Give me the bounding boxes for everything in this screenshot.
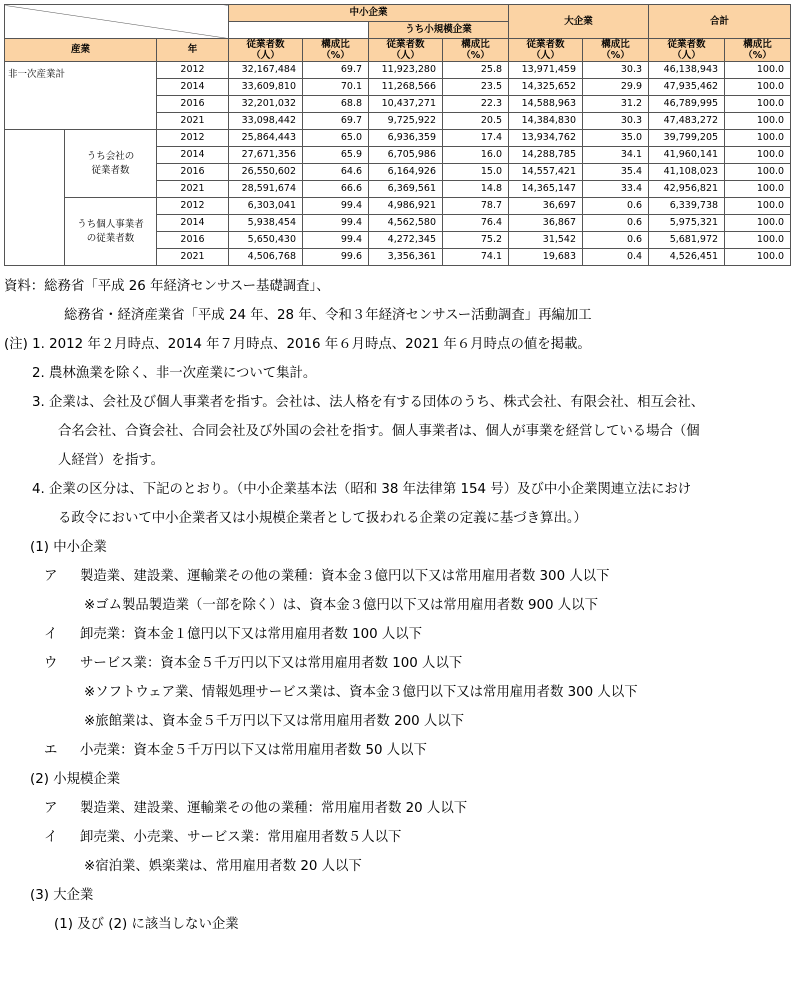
ratio-cell: 69.7 <box>303 62 369 79</box>
sme-item-a-note: ※ゴム製品製造業（一部を除く）は、資本金３億円以下又は常用雇用者数 900 人以下 <box>84 598 598 613</box>
ratio-cell: 16.0 <box>443 147 509 164</box>
year-cell: 2021 <box>157 181 229 198</box>
employees-cell: 4,272,345 <box>369 232 443 249</box>
header-columns-row <box>5 39 791 62</box>
ratio-cell: 100.0 <box>725 198 791 215</box>
ratio-cell: 65.0 <box>303 130 369 147</box>
employees-cell: 28,591,674 <box>229 181 303 198</box>
employees-cell: 42,956,821 <box>649 181 725 198</box>
employees-cell: 47,935,462 <box>649 79 725 96</box>
ratio-cell: 65.9 <box>303 147 369 164</box>
item-text: サービス業：資本金５千万円以下又は常用雇用者数 100 人以下 <box>80 656 463 671</box>
ratio-cell: 100.0 <box>725 181 791 198</box>
ratio-cell: 30.3 <box>583 62 649 79</box>
header-year: 年 <box>157 39 229 62</box>
ratio-cell: 0.6 <box>583 232 649 249</box>
section-large: (3) 大企業 <box>30 888 94 903</box>
item-text: 小売業：資本金５千万円以下又は常用雇用者数 50 人以下 <box>80 743 427 758</box>
employees-cell: 32,201,032 <box>229 96 303 113</box>
ratio-cell: 100.0 <box>725 113 791 130</box>
table-row <box>5 198 791 215</box>
employees-cell: 4,562,580 <box>369 215 443 232</box>
ratio-cell: 70.1 <box>303 79 369 96</box>
ratio-cell: 100.0 <box>725 232 791 249</box>
employees-cell: 14,557,421 <box>509 164 583 181</box>
ratio-cell: 29.9 <box>583 79 649 96</box>
item-marker: ウ <box>44 656 58 671</box>
employees-cell: 26,550,602 <box>229 164 303 181</box>
employees-cell: 46,138,943 <box>649 62 725 79</box>
source-line-1: 資料：総務省「平成 26 年経済センサスー基礎調査」、 <box>4 279 330 294</box>
year-cell: 2014 <box>157 79 229 96</box>
ratio-cell: 31.2 <box>583 96 649 113</box>
employees-cell: 41,960,141 <box>649 147 725 164</box>
header-ratio: 構成比 （%） <box>443 39 509 62</box>
note-1: (注) 1. 2012 年２月時点、2014 年７月時点、2016 年６月時点、2021 年６月時点の値を掲載。 <box>4 337 591 352</box>
header-total: 合計 <box>649 5 791 39</box>
employment-table <box>4 4 791 266</box>
group-label: 非一次産業計 <box>5 62 157 130</box>
employees-cell: 6,339,738 <box>649 198 725 215</box>
ratio-cell: 14.8 <box>443 181 509 198</box>
employees-cell: 11,268,566 <box>369 79 443 96</box>
header-employees: 従業者数 （人） <box>649 39 725 62</box>
employees-cell: 32,167,484 <box>229 62 303 79</box>
ratio-cell: 100.0 <box>725 79 791 96</box>
notes <box>4 272 792 939</box>
employees-cell: 6,303,041 <box>229 198 303 215</box>
ratio-cell: 15.0 <box>443 164 509 181</box>
ratio-cell: 100.0 <box>725 96 791 113</box>
item-marker: イ <box>44 627 58 642</box>
employees-cell: 9,725,922 <box>369 113 443 130</box>
sme-item-b <box>4 620 792 649</box>
employees-cell: 27,671,356 <box>229 147 303 164</box>
ratio-cell: 74.1 <box>443 249 509 266</box>
year-cell: 2021 <box>157 113 229 130</box>
note-4-cont: る政令において中小企業者又は小規模企業者として扱われる企業の定義に基づき算出。） <box>58 511 587 526</box>
header-ratio: 構成比 （%） <box>583 39 649 62</box>
sme-item-c <box>4 649 792 678</box>
year-cell: 2016 <box>157 232 229 249</box>
table-row <box>5 62 791 79</box>
header-small: うち小規模企業 <box>369 22 509 39</box>
year-cell: 2014 <box>157 147 229 164</box>
employees-cell: 25,864,443 <box>229 130 303 147</box>
note-3-cont: 合名会社、合資会社、合同会社及び外国の会社を指す。個人事業者は、個人が事業を経営している場合（個 <box>58 424 700 439</box>
item-marker: ア <box>44 569 58 584</box>
employees-cell: 3,356,361 <box>369 249 443 266</box>
employees-cell: 5,975,321 <box>649 215 725 232</box>
ratio-cell: 30.3 <box>583 113 649 130</box>
ratio-cell: 69.7 <box>303 113 369 130</box>
employees-cell: 5,938,454 <box>229 215 303 232</box>
employees-cell: 11,923,280 <box>369 62 443 79</box>
ratio-cell: 76.4 <box>443 215 509 232</box>
ratio-cell: 23.5 <box>443 79 509 96</box>
note-2: 2. 農林漁業を除く、非一次産業について集計。 <box>32 366 317 381</box>
ratio-cell: 100.0 <box>725 164 791 181</box>
employees-cell: 31,542 <box>509 232 583 249</box>
item-text: 製造業、建設業、運輸業その他の業種：資本金３億円以下又は常用雇用者数 300 人以下 <box>80 569 610 584</box>
ratio-cell: 100.0 <box>725 249 791 266</box>
sme-item-a <box>4 562 792 591</box>
ratio-cell: 34.1 <box>583 147 649 164</box>
employees-cell: 13,934,762 <box>509 130 583 147</box>
sme-item-c-note: ※ソフトウェア業、情報処理サービス業は、資本金３億円以下又は常用雇用者数 300 人以下 <box>84 685 638 700</box>
header-large: 大企業 <box>509 5 649 39</box>
note-3: 3. 企業は、会社及び個人事業者を指す。会社は、法人格を有する団体のうち、株式会社、有限会社、相互会社、 <box>32 395 705 410</box>
ratio-cell: 20.5 <box>443 113 509 130</box>
employees-cell: 33,098,442 <box>229 113 303 130</box>
ratio-cell: 100.0 <box>725 62 791 79</box>
ratio-cell: 99.6 <box>303 249 369 266</box>
employees-cell: 36,697 <box>509 198 583 215</box>
ratio-cell: 0.6 <box>583 215 649 232</box>
employees-cell: 14,288,785 <box>509 147 583 164</box>
ratio-cell: 99.4 <box>303 215 369 232</box>
year-cell: 2012 <box>157 62 229 79</box>
employees-cell: 14,325,652 <box>509 79 583 96</box>
ratio-cell: 35.4 <box>583 164 649 181</box>
note-4: 4. 企業の区分は、下記のとおり。（中小企業基本法（昭和 38 年法律第 154 号）及び中小企業関連立法におけ <box>32 482 692 497</box>
group-label: うち個人事業者 の従業者数 <box>65 198 157 266</box>
header-employees: 従業者数 （人） <box>369 39 443 62</box>
employees-cell: 46,789,995 <box>649 96 725 113</box>
employees-cell: 5,681,972 <box>649 232 725 249</box>
header-corner <box>5 5 229 39</box>
sme-item-c-note: ※旅館業は、資本金５千万円以下又は常用雇用者数 200 人以下 <box>84 714 465 729</box>
year-cell: 2016 <box>157 96 229 113</box>
employees-cell: 6,369,561 <box>369 181 443 198</box>
header-industry: 産業 <box>5 39 157 62</box>
employees-cell: 4,506,768 <box>229 249 303 266</box>
item-marker: イ <box>44 830 58 845</box>
ratio-cell: 0.6 <box>583 198 649 215</box>
ratio-cell: 22.3 <box>443 96 509 113</box>
employees-cell: 41,108,023 <box>649 164 725 181</box>
employees-cell: 5,650,430 <box>229 232 303 249</box>
item-marker: エ <box>44 743 58 758</box>
year-cell: 2016 <box>157 164 229 181</box>
item-text: 製造業、建設業、運輸業その他の業種：常用雇用者数 20 人以下 <box>80 801 468 816</box>
item-marker: ア <box>44 801 58 816</box>
ratio-cell: 100.0 <box>725 130 791 147</box>
ratio-cell: 0.4 <box>583 249 649 266</box>
ratio-cell: 17.4 <box>443 130 509 147</box>
employees-cell: 36,867 <box>509 215 583 232</box>
table-row <box>5 130 791 147</box>
header-ratio: 構成比 （%） <box>303 39 369 62</box>
employees-cell: 39,799,205 <box>649 130 725 147</box>
item-text: 卸売業：資本金１億円以下又は常用雇用者数 100 人以下 <box>80 627 423 642</box>
employees-cell: 13,971,459 <box>509 62 583 79</box>
employees-cell: 4,986,921 <box>369 198 443 215</box>
employees-cell: 4,526,451 <box>649 249 725 266</box>
employees-cell: 6,936,359 <box>369 130 443 147</box>
ratio-cell: 35.0 <box>583 130 649 147</box>
header-ratio: 構成比 （%） <box>725 39 791 62</box>
small-item-a <box>4 794 792 823</box>
employees-cell: 19,683 <box>509 249 583 266</box>
employees-cell: 14,384,830 <box>509 113 583 130</box>
small-item-b-note: ※宿泊業、娯楽業は、常用雇用者数 20 人以下 <box>84 859 362 874</box>
note-3-cont: 人経営）を指す。 <box>58 453 165 468</box>
employees-cell: 33,609,810 <box>229 79 303 96</box>
ratio-cell: 66.6 <box>303 181 369 198</box>
employees-cell: 6,705,986 <box>369 147 443 164</box>
header-sme: 中小企業 <box>229 5 509 22</box>
source-line-2: 総務省・経済産業省「平成 24 年、28 年、令和３年経済センサスー活動調査」再編加工 <box>64 308 592 323</box>
ratio-cell: 68.8 <box>303 96 369 113</box>
year-cell: 2012 <box>157 198 229 215</box>
section-sme: (1) 中小企業 <box>30 540 107 555</box>
sme-item-d <box>4 736 792 765</box>
employees-cell: 6,164,926 <box>369 164 443 181</box>
ratio-cell: 25.8 <box>443 62 509 79</box>
ratio-cell: 75.2 <box>443 232 509 249</box>
section-small: (2) 小規模企業 <box>30 772 121 787</box>
employees-cell: 47,483,272 <box>649 113 725 130</box>
large-definition: (1) 及び (2) に該当しない企業 <box>54 917 239 932</box>
year-cell: 2014 <box>157 215 229 232</box>
ratio-cell: 100.0 <box>725 147 791 164</box>
table-body <box>5 62 791 266</box>
group-indent <box>5 130 65 266</box>
item-text: 卸売業、小売業、サービス業：常用雇用者数５人以下 <box>80 830 402 845</box>
small-item-b <box>4 823 792 852</box>
employees-cell: 14,588,963 <box>509 96 583 113</box>
header-employees: 従業者数 （人） <box>229 39 303 62</box>
ratio-cell: 64.6 <box>303 164 369 181</box>
ratio-cell: 33.4 <box>583 181 649 198</box>
header-sme-spacer <box>229 22 369 39</box>
header-employees: 従業者数 （人） <box>509 39 583 62</box>
ratio-cell: 99.4 <box>303 232 369 249</box>
year-cell: 2021 <box>157 249 229 266</box>
employees-cell: 10,437,271 <box>369 96 443 113</box>
year-cell: 2012 <box>157 130 229 147</box>
ratio-cell: 78.7 <box>443 198 509 215</box>
employees-cell: 14,365,147 <box>509 181 583 198</box>
ratio-cell: 99.4 <box>303 198 369 215</box>
ratio-cell: 100.0 <box>725 215 791 232</box>
group-label: うち会社の 従業者数 <box>65 130 157 198</box>
